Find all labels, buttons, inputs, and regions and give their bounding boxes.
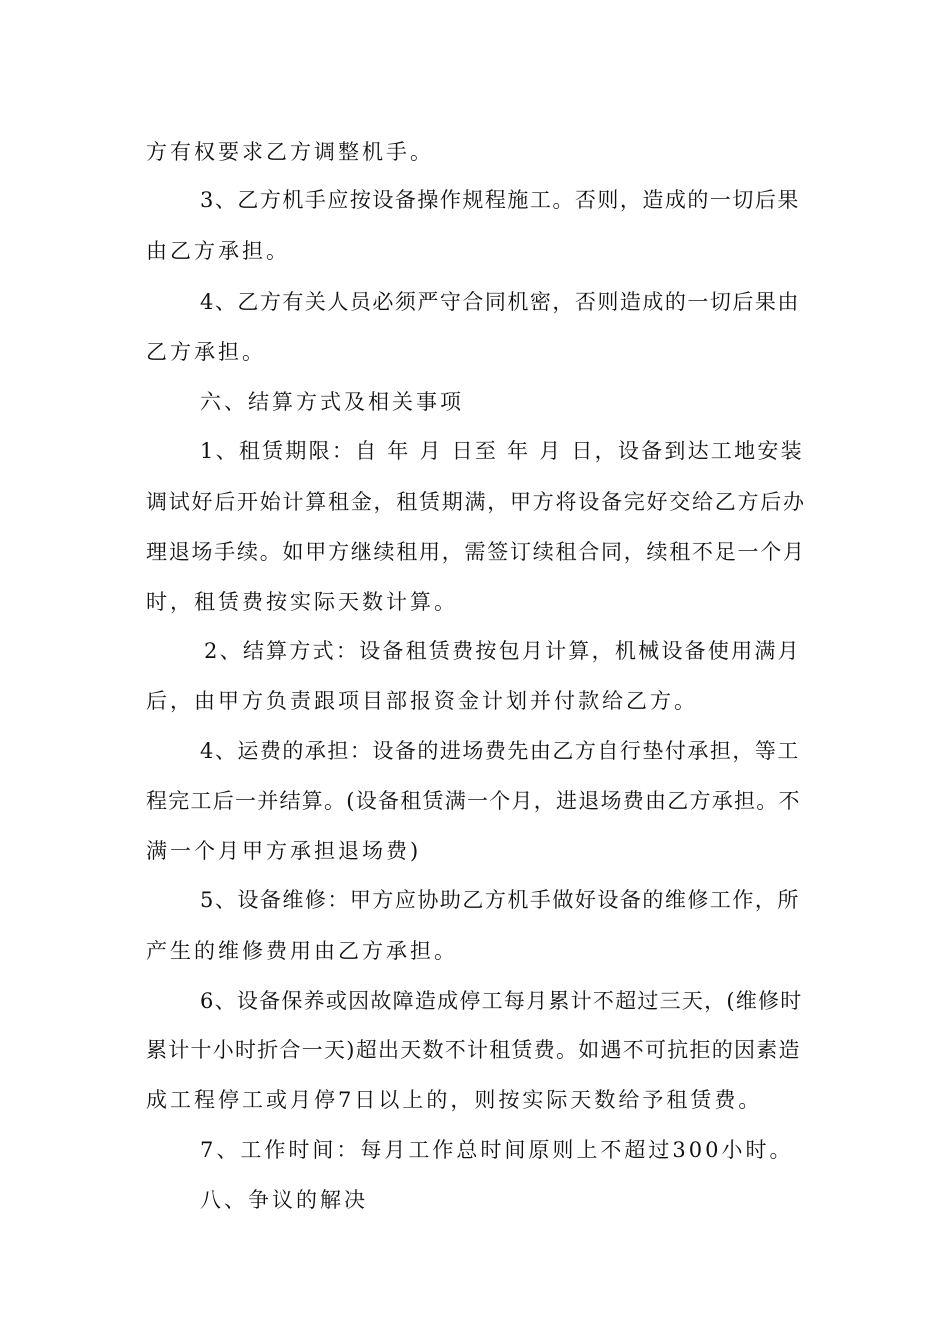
text-line: 7、工作时间：每月工作总时间原则上不超过300小时。 (200, 1138, 794, 1162)
text-line: 时，租赁费按实际天数计算。 (146, 590, 458, 614)
text-line: 3、乙方机手应按设备操作规程施工。否则，造成的一切后果 (200, 188, 800, 212)
text-line: 满一个月甲方承担退场费) (146, 839, 422, 863)
text-line: 方有权要求乙方调整机手。 (146, 140, 434, 164)
text-line: 程完工后一并结算。(设备租赁满一个月，进退场费由乙方承担。不 (146, 789, 801, 813)
text-line: 5、设备维修：甲方应协助乙方机手做好设备的维修工作，所 (200, 888, 800, 912)
section-heading: 八、争议的解决 (200, 1188, 368, 1212)
text-line: 后，由甲方负责跟项目部报资金计划并付款给乙方。 (146, 689, 698, 713)
text-line: 调试好后开始计算租金，租赁期满，甲方将设备完好交给乙方后办 (146, 490, 806, 514)
text-line: 乙方承担。 (146, 340, 266, 364)
text-line: 4、运费的承担：设备的进场费先由乙方自行垫付承担，等工 (200, 739, 800, 763)
text-line: 4、乙方有关人员必须严守合同机密，否则造成的一切后果由 (200, 290, 800, 314)
text-line: 理退场手续。如甲方继续租用，需签订续租合同，续租不足一个月 (146, 540, 806, 564)
section-heading: 六、结算方式及相关事项 (200, 390, 464, 414)
text-line: 2、结算方式：设备租赁费按包月计算，机械设备使用满月 (204, 639, 801, 663)
text-line: 成工程停工或月停7日以上的，则按实际天数给予租赁费。 (146, 1088, 763, 1112)
text-line: 由乙方承担。 (146, 239, 290, 263)
text-line: 6、设备保养或因故障造成停工每月累计不超过三天，(维修时 (200, 989, 803, 1013)
text-line: 产生的维修费用由乙方承担。 (146, 939, 458, 963)
text-line: 累计十小时折合一天)超出天数不计租赁费。如遇不可抗拒的因素造 (146, 1038, 801, 1062)
text-line: 1、租赁期限：自 年 月 日至 年 月 日，设备到达工地安装 (200, 439, 804, 463)
